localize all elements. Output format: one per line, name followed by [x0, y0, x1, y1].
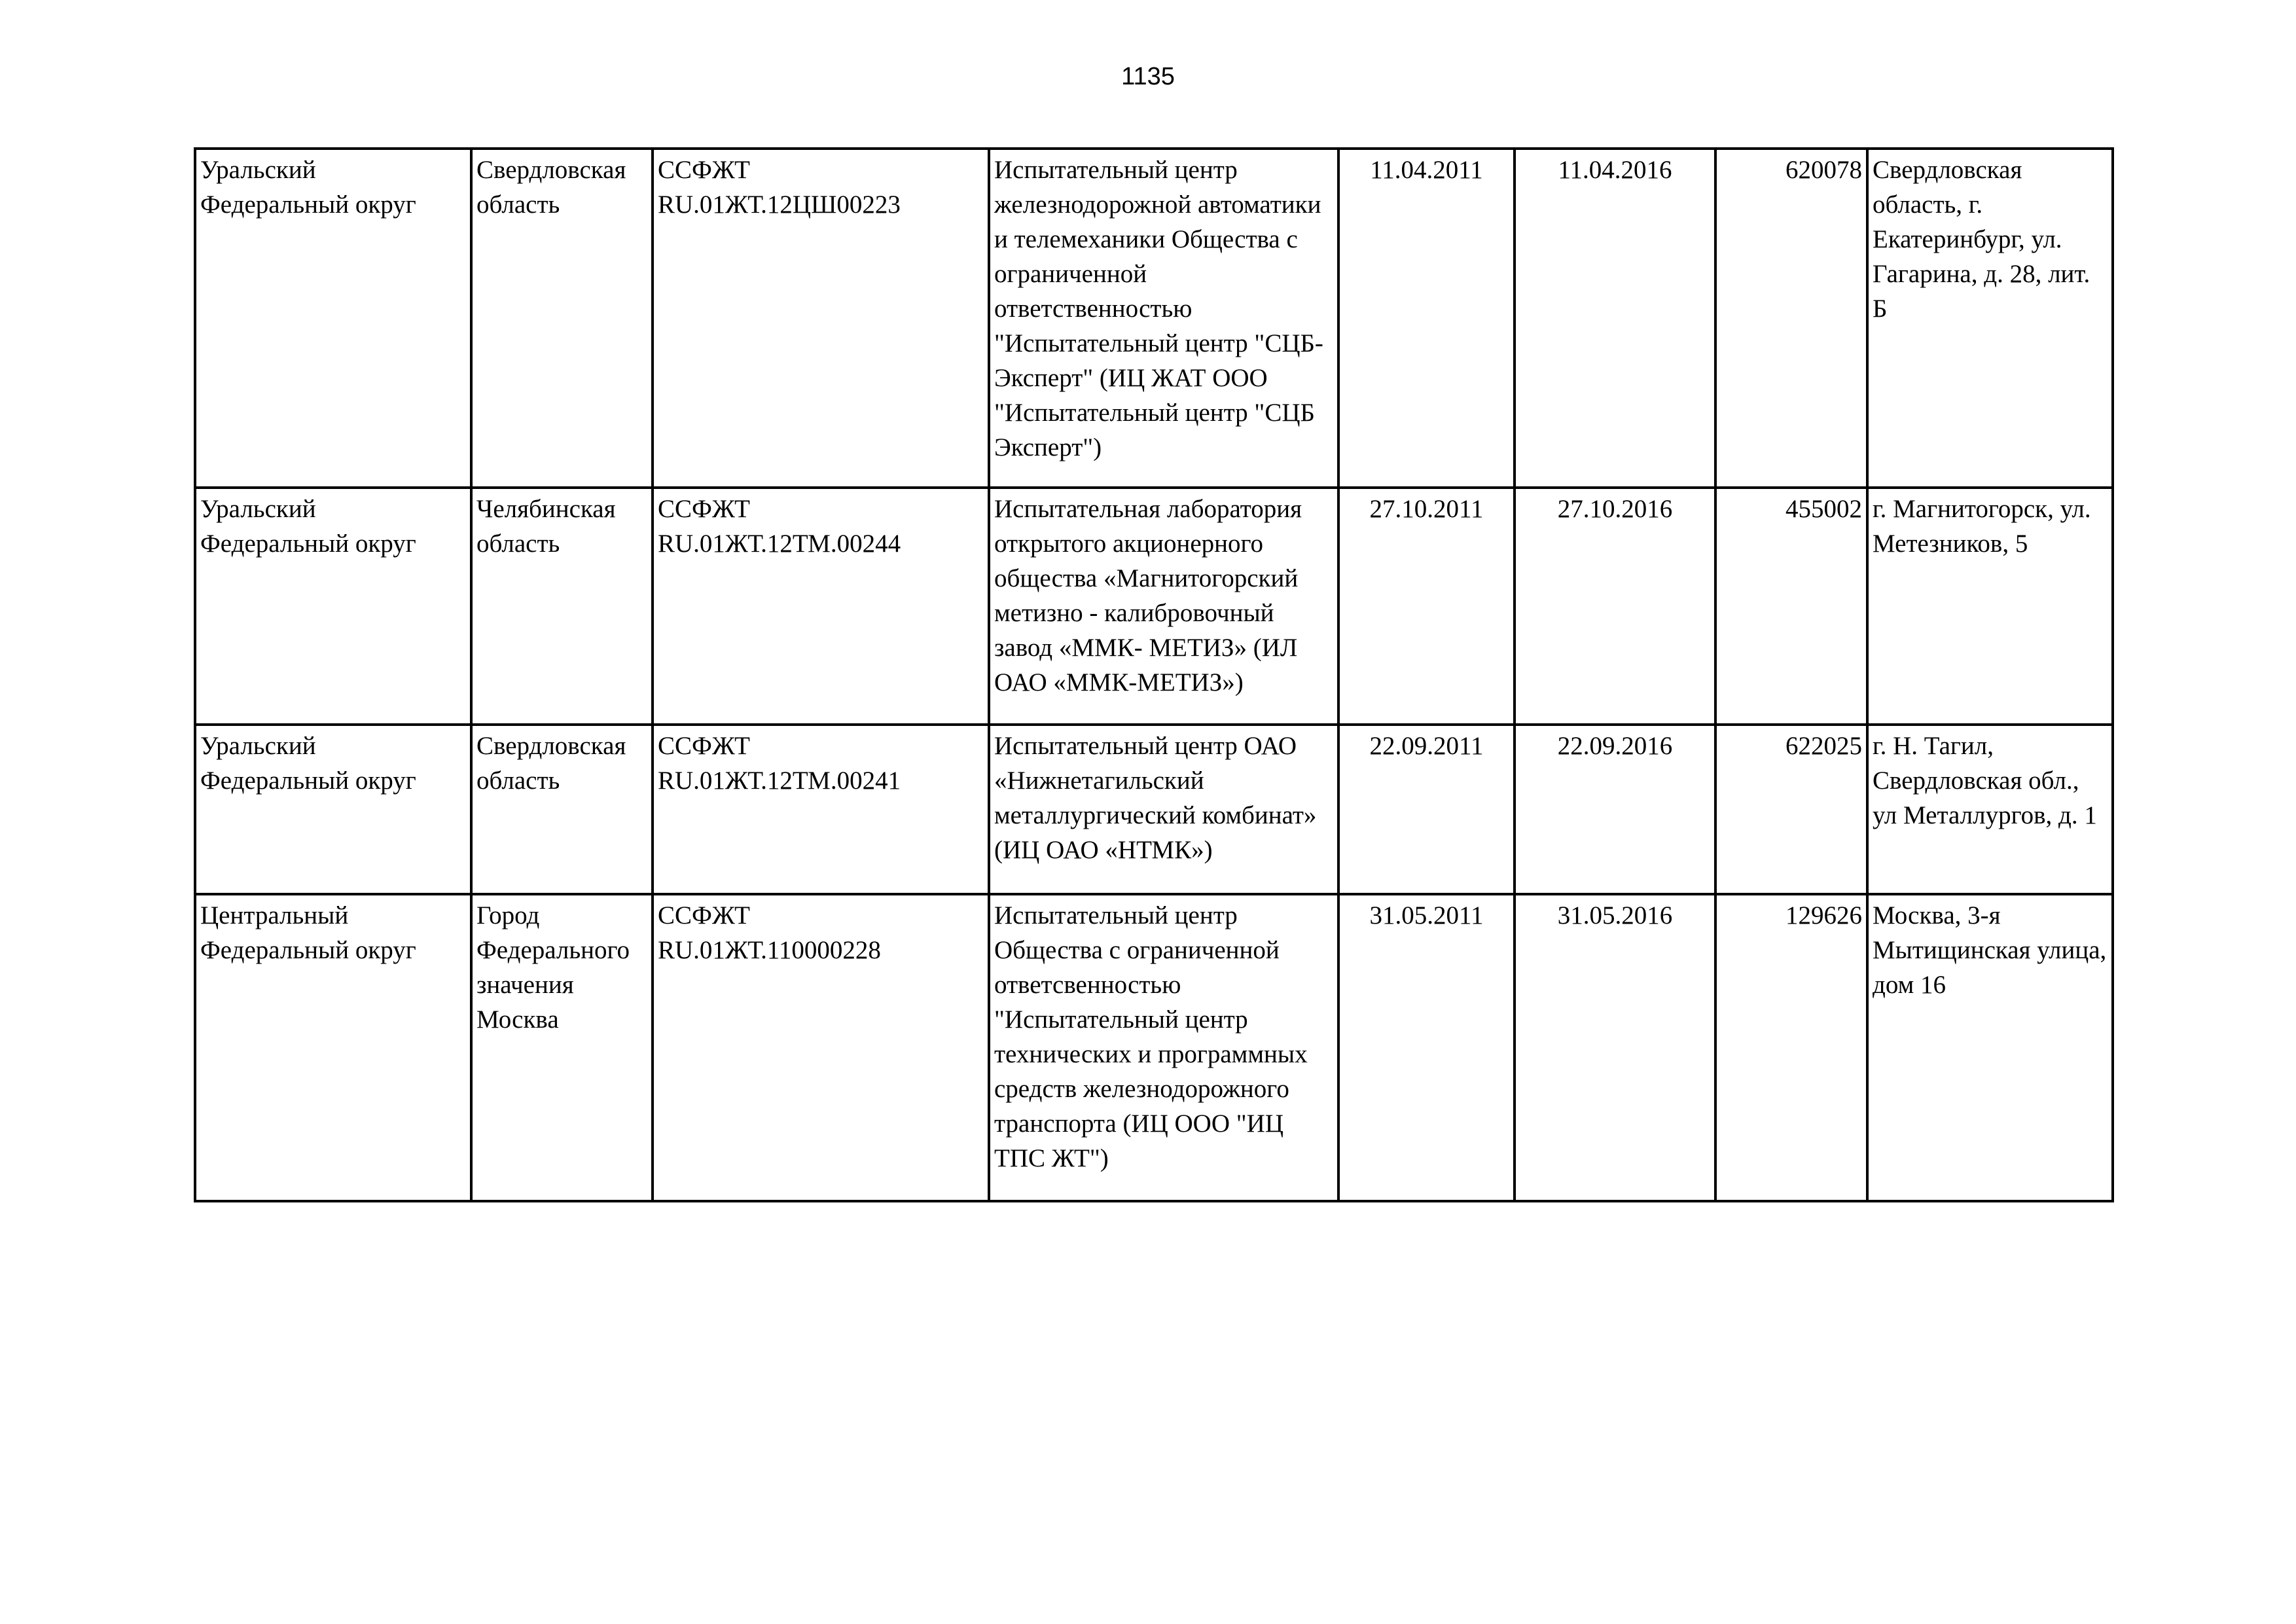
district-cell: Уральский Федеральный округ: [195, 488, 471, 725]
organization-cell: Испытательный центр ОАО «Нижнетагильский металлургический комбинат» (ИЦ ОАО «НТМК»): [989, 725, 1338, 894]
region-cell: Свердловская область: [471, 725, 653, 894]
organization-cell: Испытательная лаборатория открытого акционерного общества «Магнитогорский метизно - калибровочный завод «ММК- МЕТИЗ» (ИЛ ОАО «ММК-МЕТИЗ»): [989, 488, 1338, 725]
address-cell: г. Магнитогорск, ул. Метезников, 5: [1867, 488, 2113, 725]
district-cell: Центральный Федеральный округ: [195, 894, 471, 1201]
registry-table: [194, 147, 2114, 1202]
expiry-date-cell: 31.05.2016: [1515, 894, 1715, 1201]
issue-date-cell: 31.05.2011: [1338, 894, 1515, 1201]
certificate-cell: ССФЖТ RU.01ЖТ.12ТМ.00244: [653, 488, 989, 725]
issue-date-cell: 22.09.2011: [1338, 725, 1515, 894]
page-number: 1135: [1121, 63, 1175, 90]
postal-code-cell: 620078: [1715, 149, 1867, 488]
district-cell: Уральский Федеральный округ: [195, 725, 471, 894]
postal-code-cell: 622025: [1715, 725, 1867, 894]
organization-cell: Испытательный центр железнодорожной автоматики и телемеханики Общества с ограниченной ответственностью "Испытательный центр "СЦБ-Эксперт" (ИЦ ЖАТ ООО "Испытательный центр "СЦБ Эксперт"): [989, 149, 1338, 488]
issue-date-cell: 27.10.2011: [1338, 488, 1515, 725]
address-cell: Свердловская область, г. Екатеринбург, ул. Гагарина, д. 28, лит. Б: [1867, 149, 2113, 488]
expiry-date-cell: 27.10.2016: [1515, 488, 1715, 725]
postal-code-cell: 129626: [1715, 894, 1867, 1201]
region-cell: Челябинская область: [471, 488, 653, 725]
table-row: [195, 894, 2113, 1201]
expiry-date-cell: 22.09.2016: [1515, 725, 1715, 894]
region-cell: Свердловская область: [471, 149, 653, 488]
district-cell: Уральский Федеральный округ: [195, 149, 471, 488]
address-cell: Москва, 3-я Мытищинская улица, дом 16: [1867, 894, 2113, 1201]
address-cell: г. Н. Тагил, Свердловская обл., ул Металлургов, д. 1: [1867, 725, 2113, 894]
table-row: [195, 725, 2113, 894]
region-cell: Город Федерального значения Москва: [471, 894, 653, 1201]
issue-date-cell: 11.04.2011: [1338, 149, 1515, 488]
table-row: [195, 149, 2113, 488]
organization-cell: Испытательный центр Общества с ограниченной ответсвенностью "Испытательный центр технических и программных средств железнодорожного транспорта (ИЦ ООО "ИЦ ТПС ЖТ"): [989, 894, 1338, 1201]
expiry-date-cell: 11.04.2016: [1515, 149, 1715, 488]
postal-code-cell: 455002: [1715, 488, 1867, 725]
certificate-cell: ССФЖТ RU.01ЖТ.110000228: [653, 894, 989, 1201]
certificate-cell: ССФЖТ RU.01ЖТ.12ТМ.00241: [653, 725, 989, 894]
certificate-cell: ССФЖТ RU.01ЖТ.12ЦШ00223: [653, 149, 989, 488]
table-row: [195, 488, 2113, 725]
